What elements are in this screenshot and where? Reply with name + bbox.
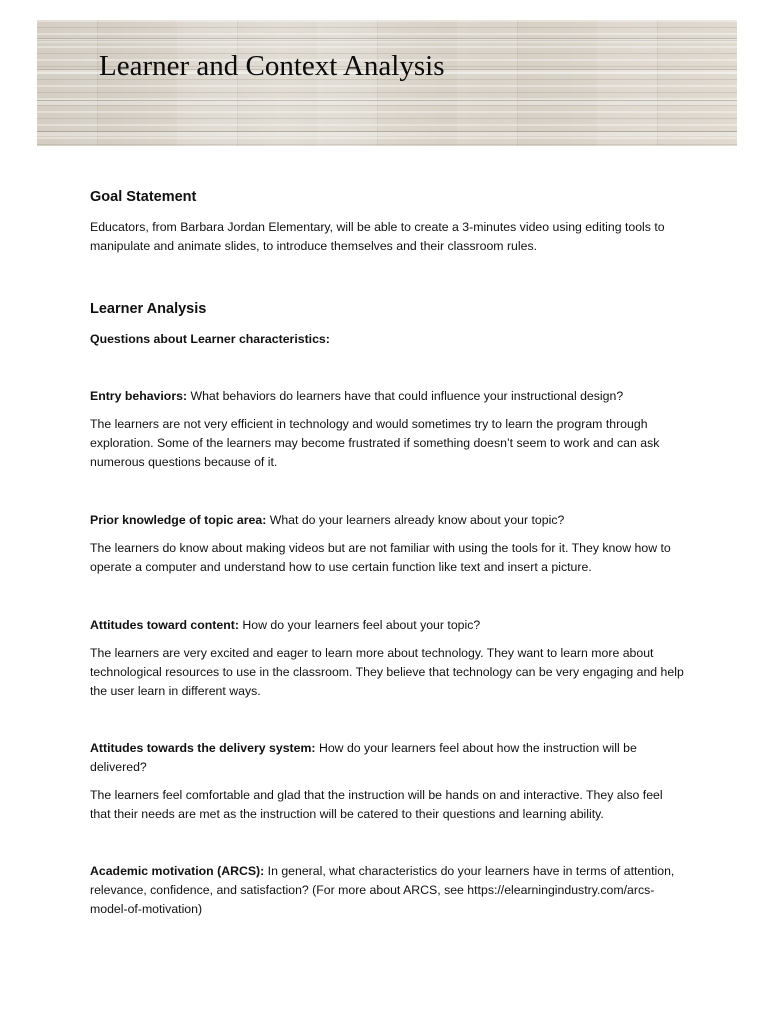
attitudes-delivery-label: Attitudes towards the delivery system: — [90, 741, 316, 755]
attitudes-content-label: Attitudes toward content: — [90, 618, 239, 632]
attitudes-delivery-question-text: How do your learners feel about how the instruction will be delivered? — [90, 741, 637, 774]
prior-knowledge-answer: The learners do know about making videos but are not familiar with using the tools for it. They know how to operate a computer and understand how to use certain function like text and insert a picture. — [90, 541, 671, 574]
academic-motivation-question-text: In general, what characteristics do your learners have in terms of attention, relevance, confidence, and satisfaction? (For more about ARCS, see https://elearningindustry.com/arcs-model-of-motivation) — [90, 864, 675, 916]
entry-behaviors-label: Entry behaviors: — [90, 389, 188, 403]
goal-statement-text: Educators, from Barbara Jordan Elementary, will be able to create a 3-minutes video using editing tools to manipulate and animate slides, to introduce themselves and their classroom rules. — [90, 220, 665, 253]
header-banner — [37, 20, 737, 146]
prior-knowledge-question — [90, 511, 685, 530]
prior-knowledge-question-text: What do your learners already know about your topic? — [269, 513, 565, 527]
goal-statement-heading: Goal Statement — [90, 189, 197, 205]
learner-analysis-heading: Learner Analysis — [90, 301, 207, 317]
attitudes-content-question-text: How do your learners feel about your topic? — [242, 618, 481, 632]
attitudes-content-answer: The learners are very excited and eager to learn more about technology. They want to learn more about technological resources to use in the classroom. They believe that technology can be very engaging and help the user learn in different ways. — [90, 646, 684, 698]
document-title: Learner and Context Analysis — [99, 50, 445, 82]
academic-motivation-label: Academic motivation (ARCS): — [90, 864, 265, 878]
entry-behaviors-question — [90, 387, 685, 406]
learner-questions-subheading: Questions about Learner characteristics: — [90, 332, 330, 346]
entry-behaviors-question-text: What behaviors do learners have that could influence your instructional design? — [190, 389, 624, 403]
attitudes-content-question — [90, 616, 685, 635]
attitudes-delivery-answer: The learners feel comfortable and glad that the instruction will be hands on and interactive. They also feel that their needs are met as the instruction will be catered to their questions and learning ability. — [90, 788, 663, 821]
entry-behaviors-answer: The learners are not very efficient in technology and would sometimes try to learn the program through exploration. Some of the learners may become frustrated if something doesn’t seem to work and can ask numerous questions because of it. — [90, 417, 660, 469]
document-body — [90, 186, 685, 919]
academic-motivation-question — [90, 862, 685, 919]
prior-knowledge-label: Prior knowledge of topic area: — [90, 513, 267, 527]
attitudes-delivery-question — [90, 739, 685, 777]
